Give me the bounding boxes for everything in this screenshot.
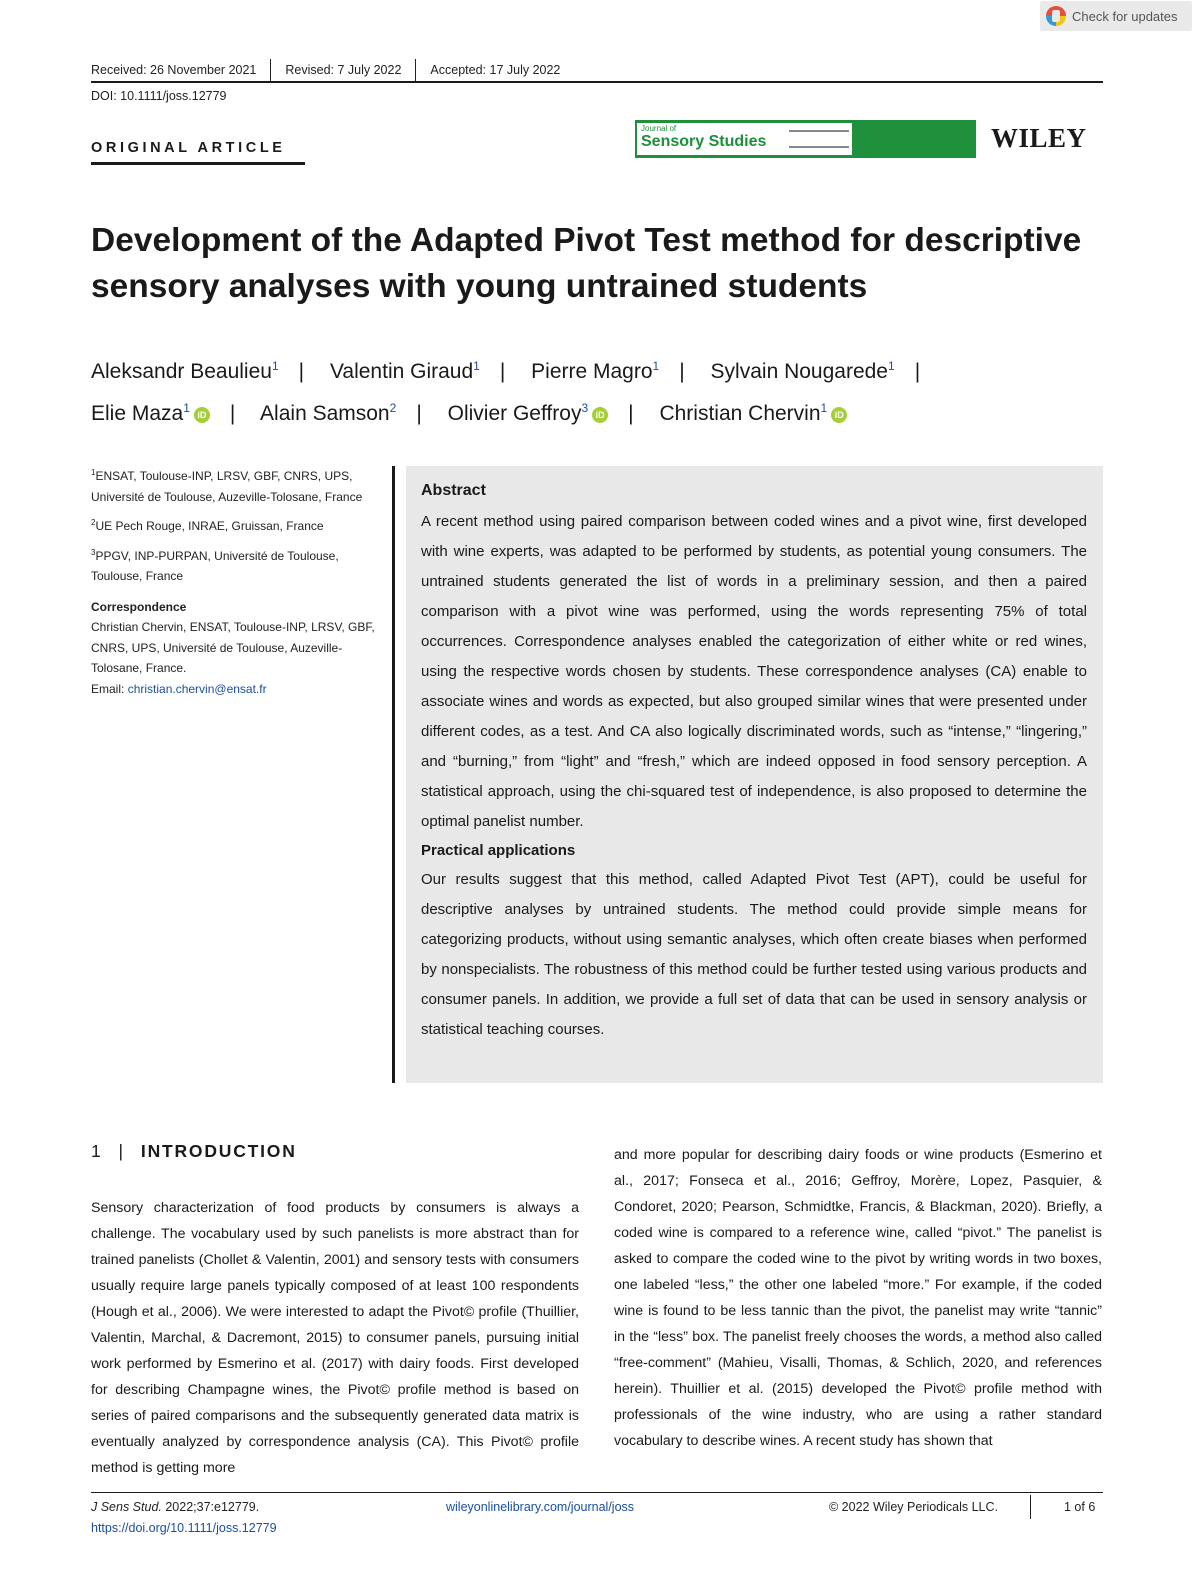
author-name: Pierre Magro xyxy=(531,360,653,383)
author-affiliation-marker: 1 xyxy=(183,401,190,415)
affiliation-number: 1 xyxy=(91,468,96,477)
author[interactable] xyxy=(531,360,705,383)
author-separator: | xyxy=(229,402,236,425)
publisher-logo: WILEY xyxy=(991,123,1087,153)
journal-name: Sensory Studies xyxy=(641,133,767,150)
footer-journal-abbrev: J Sens Stud. xyxy=(91,1500,162,1514)
footer-divider xyxy=(1030,1495,1031,1519)
author[interactable] xyxy=(711,360,941,383)
affiliation-number: 2 xyxy=(91,518,96,527)
author-affiliation-marker: 1 xyxy=(820,401,828,415)
author[interactable] xyxy=(330,360,525,383)
author-separator: | xyxy=(679,360,685,383)
abstract-side-bar xyxy=(392,466,395,1083)
author[interactable] xyxy=(448,402,654,425)
footer-citation-details: 2022;37:e12779. xyxy=(165,1500,260,1514)
author[interactable] xyxy=(91,402,255,425)
author-separator: | xyxy=(298,360,305,383)
orcid-icon[interactable]: iD xyxy=(194,407,210,423)
section-heading xyxy=(91,1141,297,1162)
journal-logo-panel xyxy=(637,123,852,155)
revised-date: Revised: 7 July 2022 xyxy=(285,63,402,77)
author-separator: | xyxy=(416,402,422,425)
orcid-icon[interactable]: iD xyxy=(592,407,608,423)
author-list xyxy=(91,348,1101,432)
author-name: Sylvain Nougarede xyxy=(710,360,888,383)
affiliation-text: PPGV, INP-PURPAN, Université de Toulouse, Toulouse, France xyxy=(91,548,339,583)
check-for-updates-label: Check for updates xyxy=(1072,8,1178,24)
journal-banner[interactable] xyxy=(635,120,976,158)
affiliation-text: UE Pech Rouge, INRAE, Gruissan, France xyxy=(95,519,324,533)
orcid-icon[interactable]: iD xyxy=(831,407,847,423)
accepted-date: Accepted: 17 July 2022 xyxy=(430,63,561,77)
footer-copyright: © 2022 Wiley Periodicals LLC. xyxy=(829,1500,999,1514)
affiliation-text: ENSAT, Toulouse-INP, LRSV, GBF, CNRS, UPS, Université de Toulouse, Auzeville-Tolosane, France xyxy=(91,469,363,504)
email-label: Email: xyxy=(91,681,125,696)
author[interactable] xyxy=(91,360,324,383)
author-affiliation-marker: 2 xyxy=(389,401,397,415)
footer-doi-link[interactable]: https://doi.org/10.1111/joss.12779 xyxy=(91,1521,277,1535)
header-rule xyxy=(91,81,1103,83)
author-name: Olivier Geffroy xyxy=(447,402,582,425)
email-link[interactable]: christian.chervin@ensat.fr xyxy=(127,681,267,696)
section-title: INTRODUCTION xyxy=(140,1141,297,1161)
body-column-left: Sensory characterization of food products by consumers is always a challenge. The vocabulary used by such panelists is more abstract than for trained panelists (Chollet & Valentin, 2001) and sensory tests with consumers usually require large panels typically composed of at least 100 respondents (Hough et al., 2006). We were interested to adapt the Pivot© profile (Thuillier, Valentin, Marchal, & Dacremont, 2015) to consumer panels, pursuing initial work performed by Esmerino et al. (2017) with dairy foods. First developed for describing Champagne wines, the Pivot© profile method is based on series of paired comparisons and the subsequently generated data matrix is eventually analyzed by correspondence analysis (CA). This Pivot© profile method is getting more xyxy=(91,1200,579,1476)
author-affiliation-marker: 1 xyxy=(652,359,660,373)
author-separator: | xyxy=(499,360,506,383)
correspondence-heading: Correspondence xyxy=(91,599,187,614)
author-affiliation-marker: 1 xyxy=(888,359,895,373)
journal-of-label: Journal of xyxy=(641,124,677,133)
author[interactable] xyxy=(260,402,442,425)
affiliations xyxy=(91,463,381,699)
society-logo-icon xyxy=(789,130,849,148)
author-name: Valentin Giraud xyxy=(329,360,474,383)
footer-citation xyxy=(91,1500,259,1514)
affiliation-number: 3 xyxy=(91,547,96,557)
date-divider xyxy=(415,59,416,81)
practical-applications-text: Our results suggest that this method, called Adapted Pivot Test (APT), could be useful for descriptive analyses by untrained students. The method could provide simple means for categorizing products, without using semantic analyses, which often create biases when performed by nonspecialists. The robustness of this method could be further tested using various products and consumer panels. In addition, we provide a full set of data that can be used in sensory analysis or statistical teaching courses. xyxy=(421,871,1087,1038)
author[interactable] xyxy=(659,402,847,425)
correspondence-email xyxy=(91,679,381,700)
abstract-text: A recent method using paired comparison between coded wines and a pivot wine, first developed with wine experts, was adapted to be performed by students, as potential young consumers. The untrained students generated the list of words in a preliminary session, and then a paired comparison with a pivot wine was performed, using the words representing 75% of total occurrences. Correspondence analyses enabled the categorization of either white or red wines, using the respective words chosen by students. These correspondence analyses (CA) enable to associate wines and words as expected, but also grouped similar wines that were presented under different codes, as a test. And CA also logically discriminated words, such as “intense,” “lingering,” and “burning,” from “light” and “fresh,” which are indeed opposed in food sensory perception. A statistical approach, using the chi-squared test of independence, is also proposed to determine the optimal panelist number. xyxy=(421,513,1087,830)
crossmark-icon xyxy=(1046,6,1066,26)
affiliation xyxy=(91,463,381,507)
section-number: 1 xyxy=(91,1141,103,1161)
affiliation xyxy=(91,513,381,537)
article-doi: DOI: 10.1111/joss.12779 xyxy=(91,89,227,103)
received-date: Received: 26 November 2021 xyxy=(91,63,257,77)
page-number: 1 of 6 xyxy=(1064,1500,1096,1514)
correspondence-text: Christian Chervin, ENSAT, Toulouse-INP, LRSV, GBF, CNRS, UPS, Université de Toulouse, Auzeville-Tolosane, France. xyxy=(91,620,375,675)
article-type-rule xyxy=(91,162,305,165)
body-column-right: and more popular for describing dairy foods or wine products (Esmerino et al., 2017; Fonseca et al., 2016; Geffroy, Morère, Lopez, Pasquier, & Condoret, 2020; Pearson, Schmidtke, Francis, & Blackman, 2020). Briefly, a coded wine is compared to a reference wine, called “pivot.” The panelist is asked to compare the coded wine to the pivot by writing words in two boxes, one labeled “less,” the other one labeled “more.” For example, if the coded wine is found to be less tannic than the pivot, the panelist may write “tannic” in the “less” box. The panelist freely chooses the words, a method also called “free-comment” (Mahieu, Visalli, Thomas, & Schlich, 2020, and references herein). Thuillier et al. (2015) developed the Pivot© profile method with professionals of the wine industry, who are using a rather standard vocabulary to describe wines. A recent study has shown that xyxy=(614,1147,1102,1449)
author-name: Elie Maza xyxy=(91,402,184,425)
author-affiliation-marker: 1 xyxy=(473,359,480,373)
author-affiliation-marker: 1 xyxy=(271,359,279,373)
article-dates xyxy=(91,60,1103,80)
date-divider xyxy=(270,59,271,81)
author-separator: | xyxy=(628,402,634,425)
affiliation xyxy=(91,543,381,587)
abstract-heading: Abstract xyxy=(421,482,486,499)
author-separator: | xyxy=(914,360,921,383)
footer-journal-url[interactable]: wileyonlinelibrary.com/journal/joss xyxy=(446,1500,635,1514)
check-for-updates-button[interactable] xyxy=(1040,1,1192,31)
footer-rule xyxy=(91,1492,1103,1493)
author-affiliation-marker: 3 xyxy=(581,401,589,415)
author-name: Christian Chervin xyxy=(659,402,821,425)
author-name: Alain Samson xyxy=(260,402,390,425)
article-type: ORIGINAL ARTICLE xyxy=(91,140,286,156)
author-name: Aleksandr Beaulieu xyxy=(91,360,272,383)
abstract-box xyxy=(406,466,1103,1083)
section-divider: | xyxy=(118,1141,125,1161)
article-title: Development of the Adapted Pivot Test method for descriptive sensory analyses with young untrained students xyxy=(91,222,1082,305)
practical-applications-heading: Practical applications xyxy=(421,842,576,859)
